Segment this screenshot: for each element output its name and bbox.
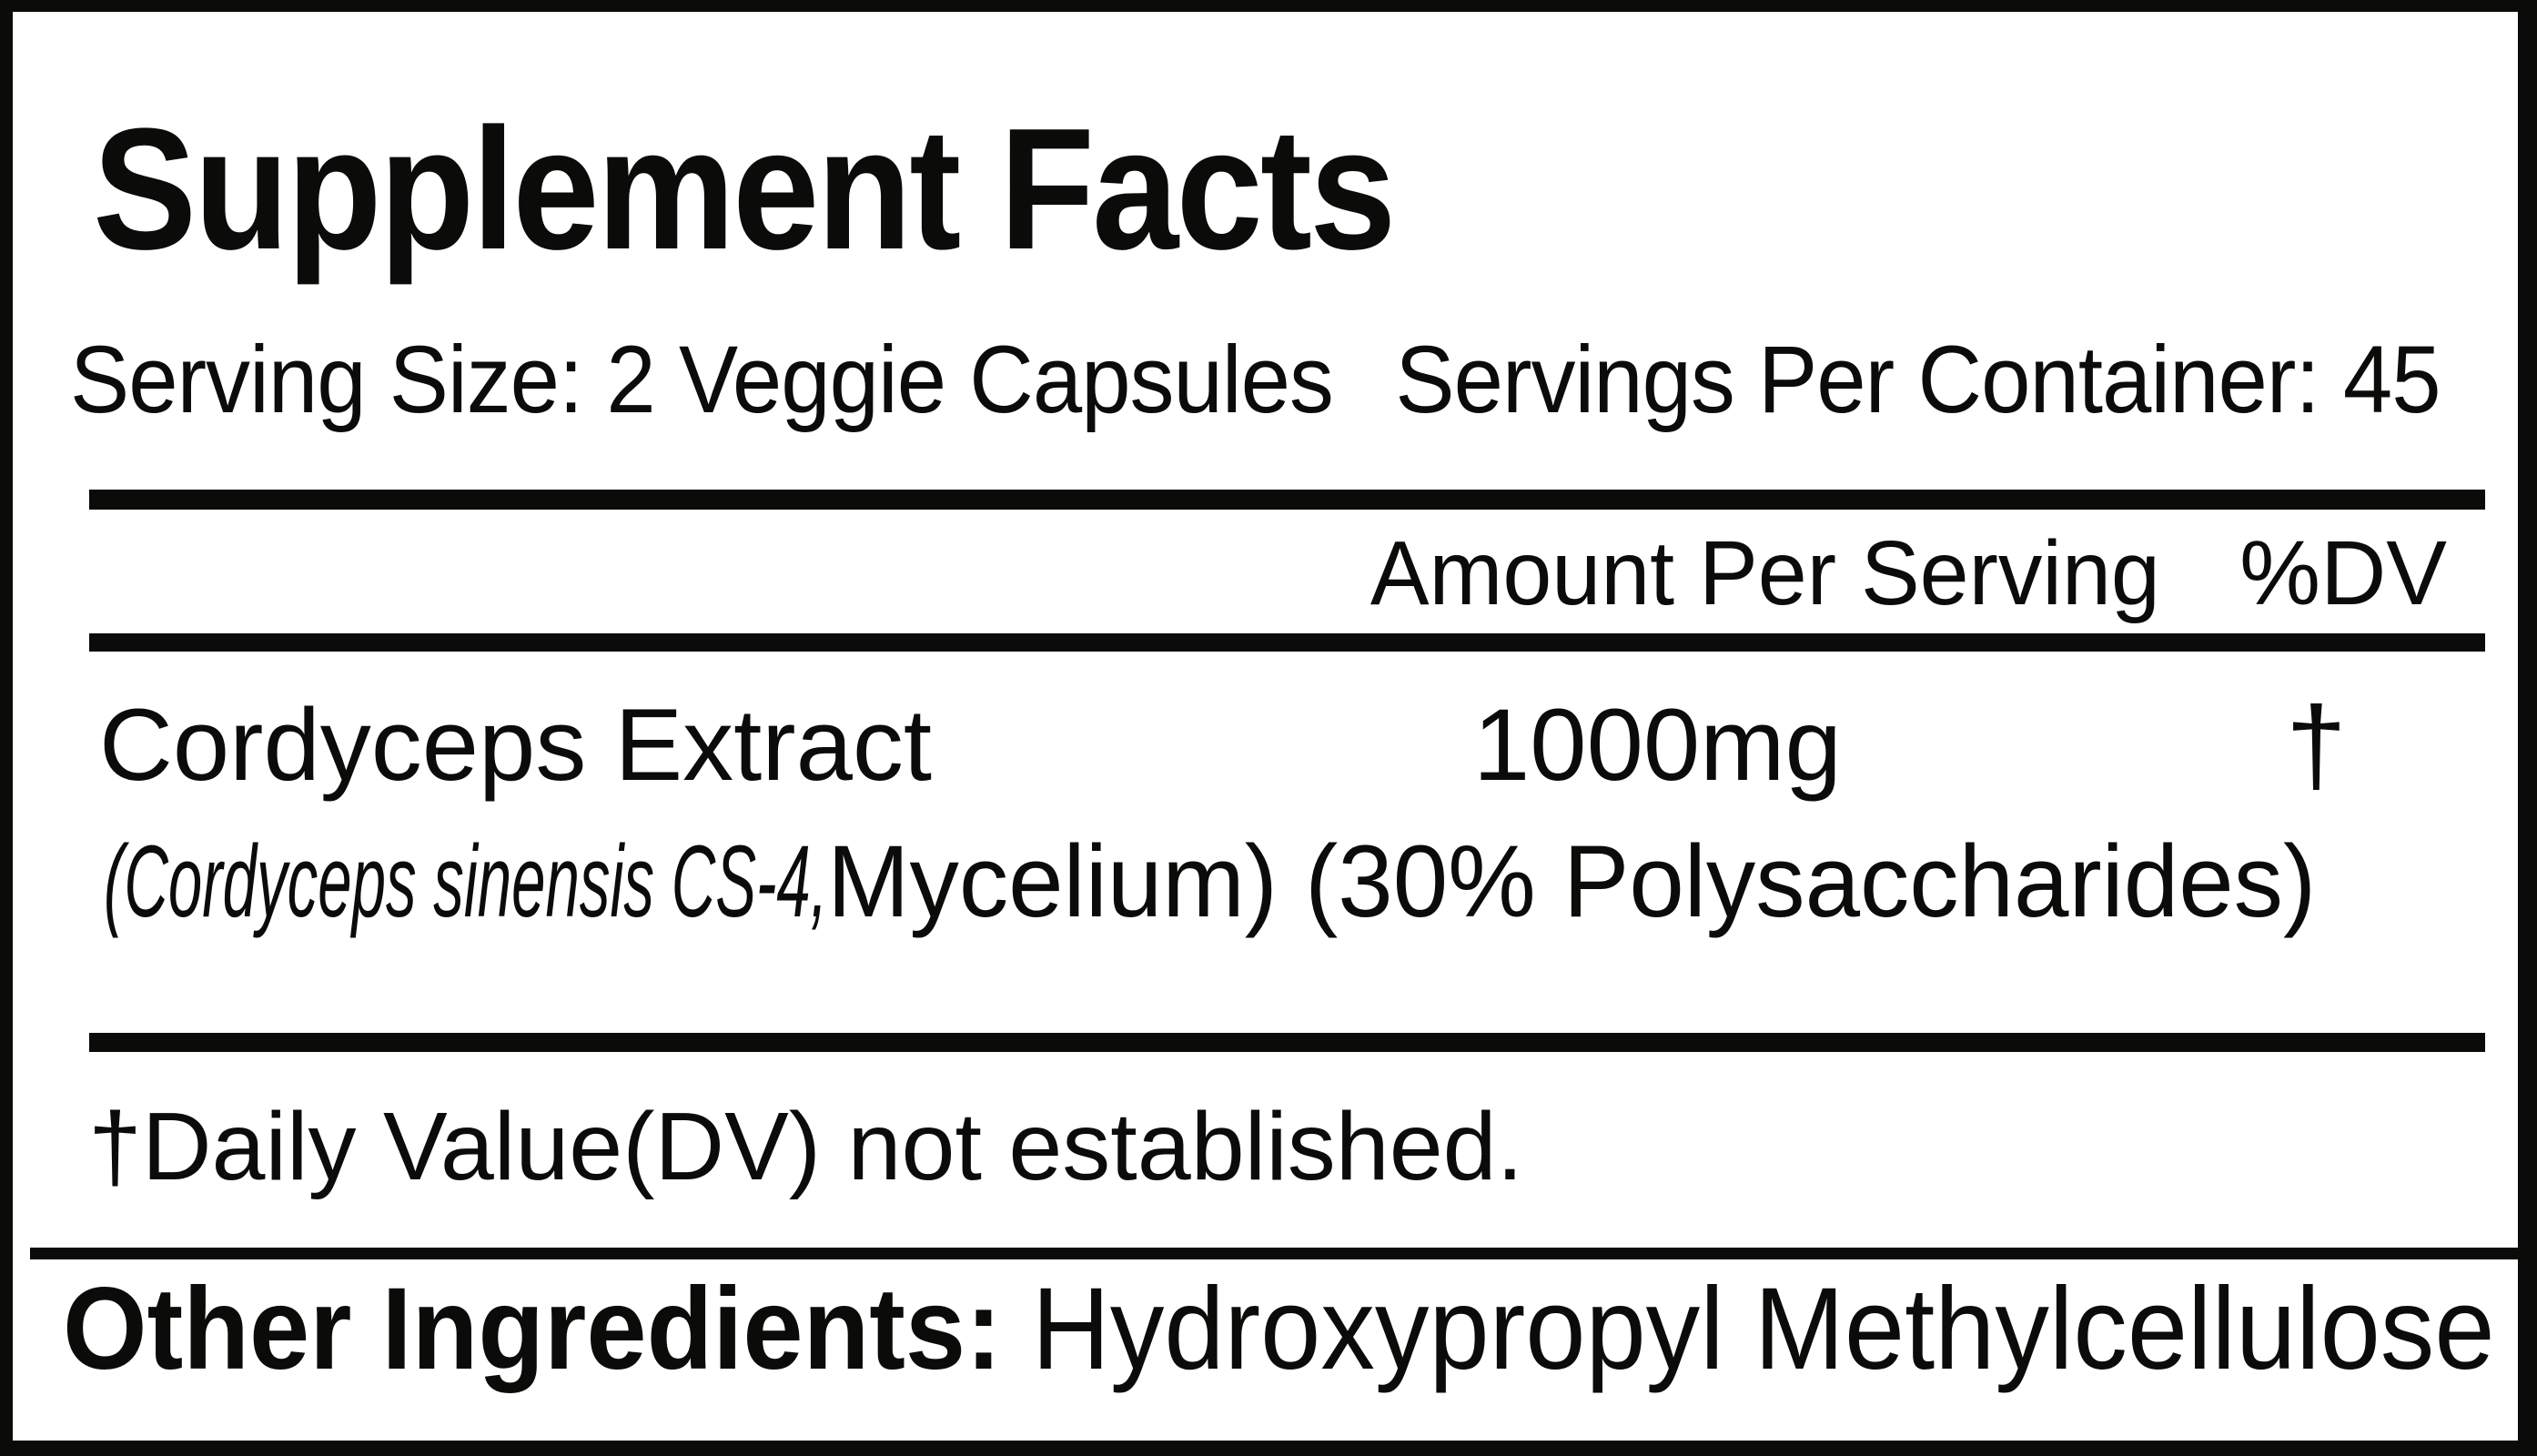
ingredient-botanical-name: (Cordyceps sinensis CS-4,	[104, 824, 828, 938]
other-ingredients-value: Hydroxypropyl Methylcellulose	[1001, 1264, 2495, 1394]
daily-value-footnote: †Daily Value(DV) not established.	[88, 1093, 1524, 1200]
ingredient-dv-dagger: †	[2286, 684, 2347, 806]
serving-size-text: Serving Size: 2 Veggie Capsules	[70, 327, 1333, 433]
servings-per-container-text: Servings Per Container: 45	[1395, 327, 2441, 433]
column-header-amount-per-serving: Amount Per Serving	[1370, 522, 2160, 624]
other-ingredients-line	[63, 1264, 2495, 1394]
ingredient-name: Cordyceps Extract	[99, 688, 932, 802]
ingredient-amount: 1000mg	[1473, 688, 1842, 802]
other-ingredients-label: Other Ingredients:	[63, 1264, 1002, 1394]
label-title: Supplement Facts	[93, 93, 1394, 286]
rule-under-header	[89, 633, 2485, 652]
ingredient-detail-text: Mycelium) (30% Polysaccharides)	[827, 824, 2317, 938]
rule-above-footnote	[89, 1033, 2485, 1052]
other-ingredients-divider	[30, 1248, 2531, 1259]
rule-top-thick	[89, 490, 2485, 510]
column-header-percent-dv: %DV	[2239, 522, 2447, 624]
